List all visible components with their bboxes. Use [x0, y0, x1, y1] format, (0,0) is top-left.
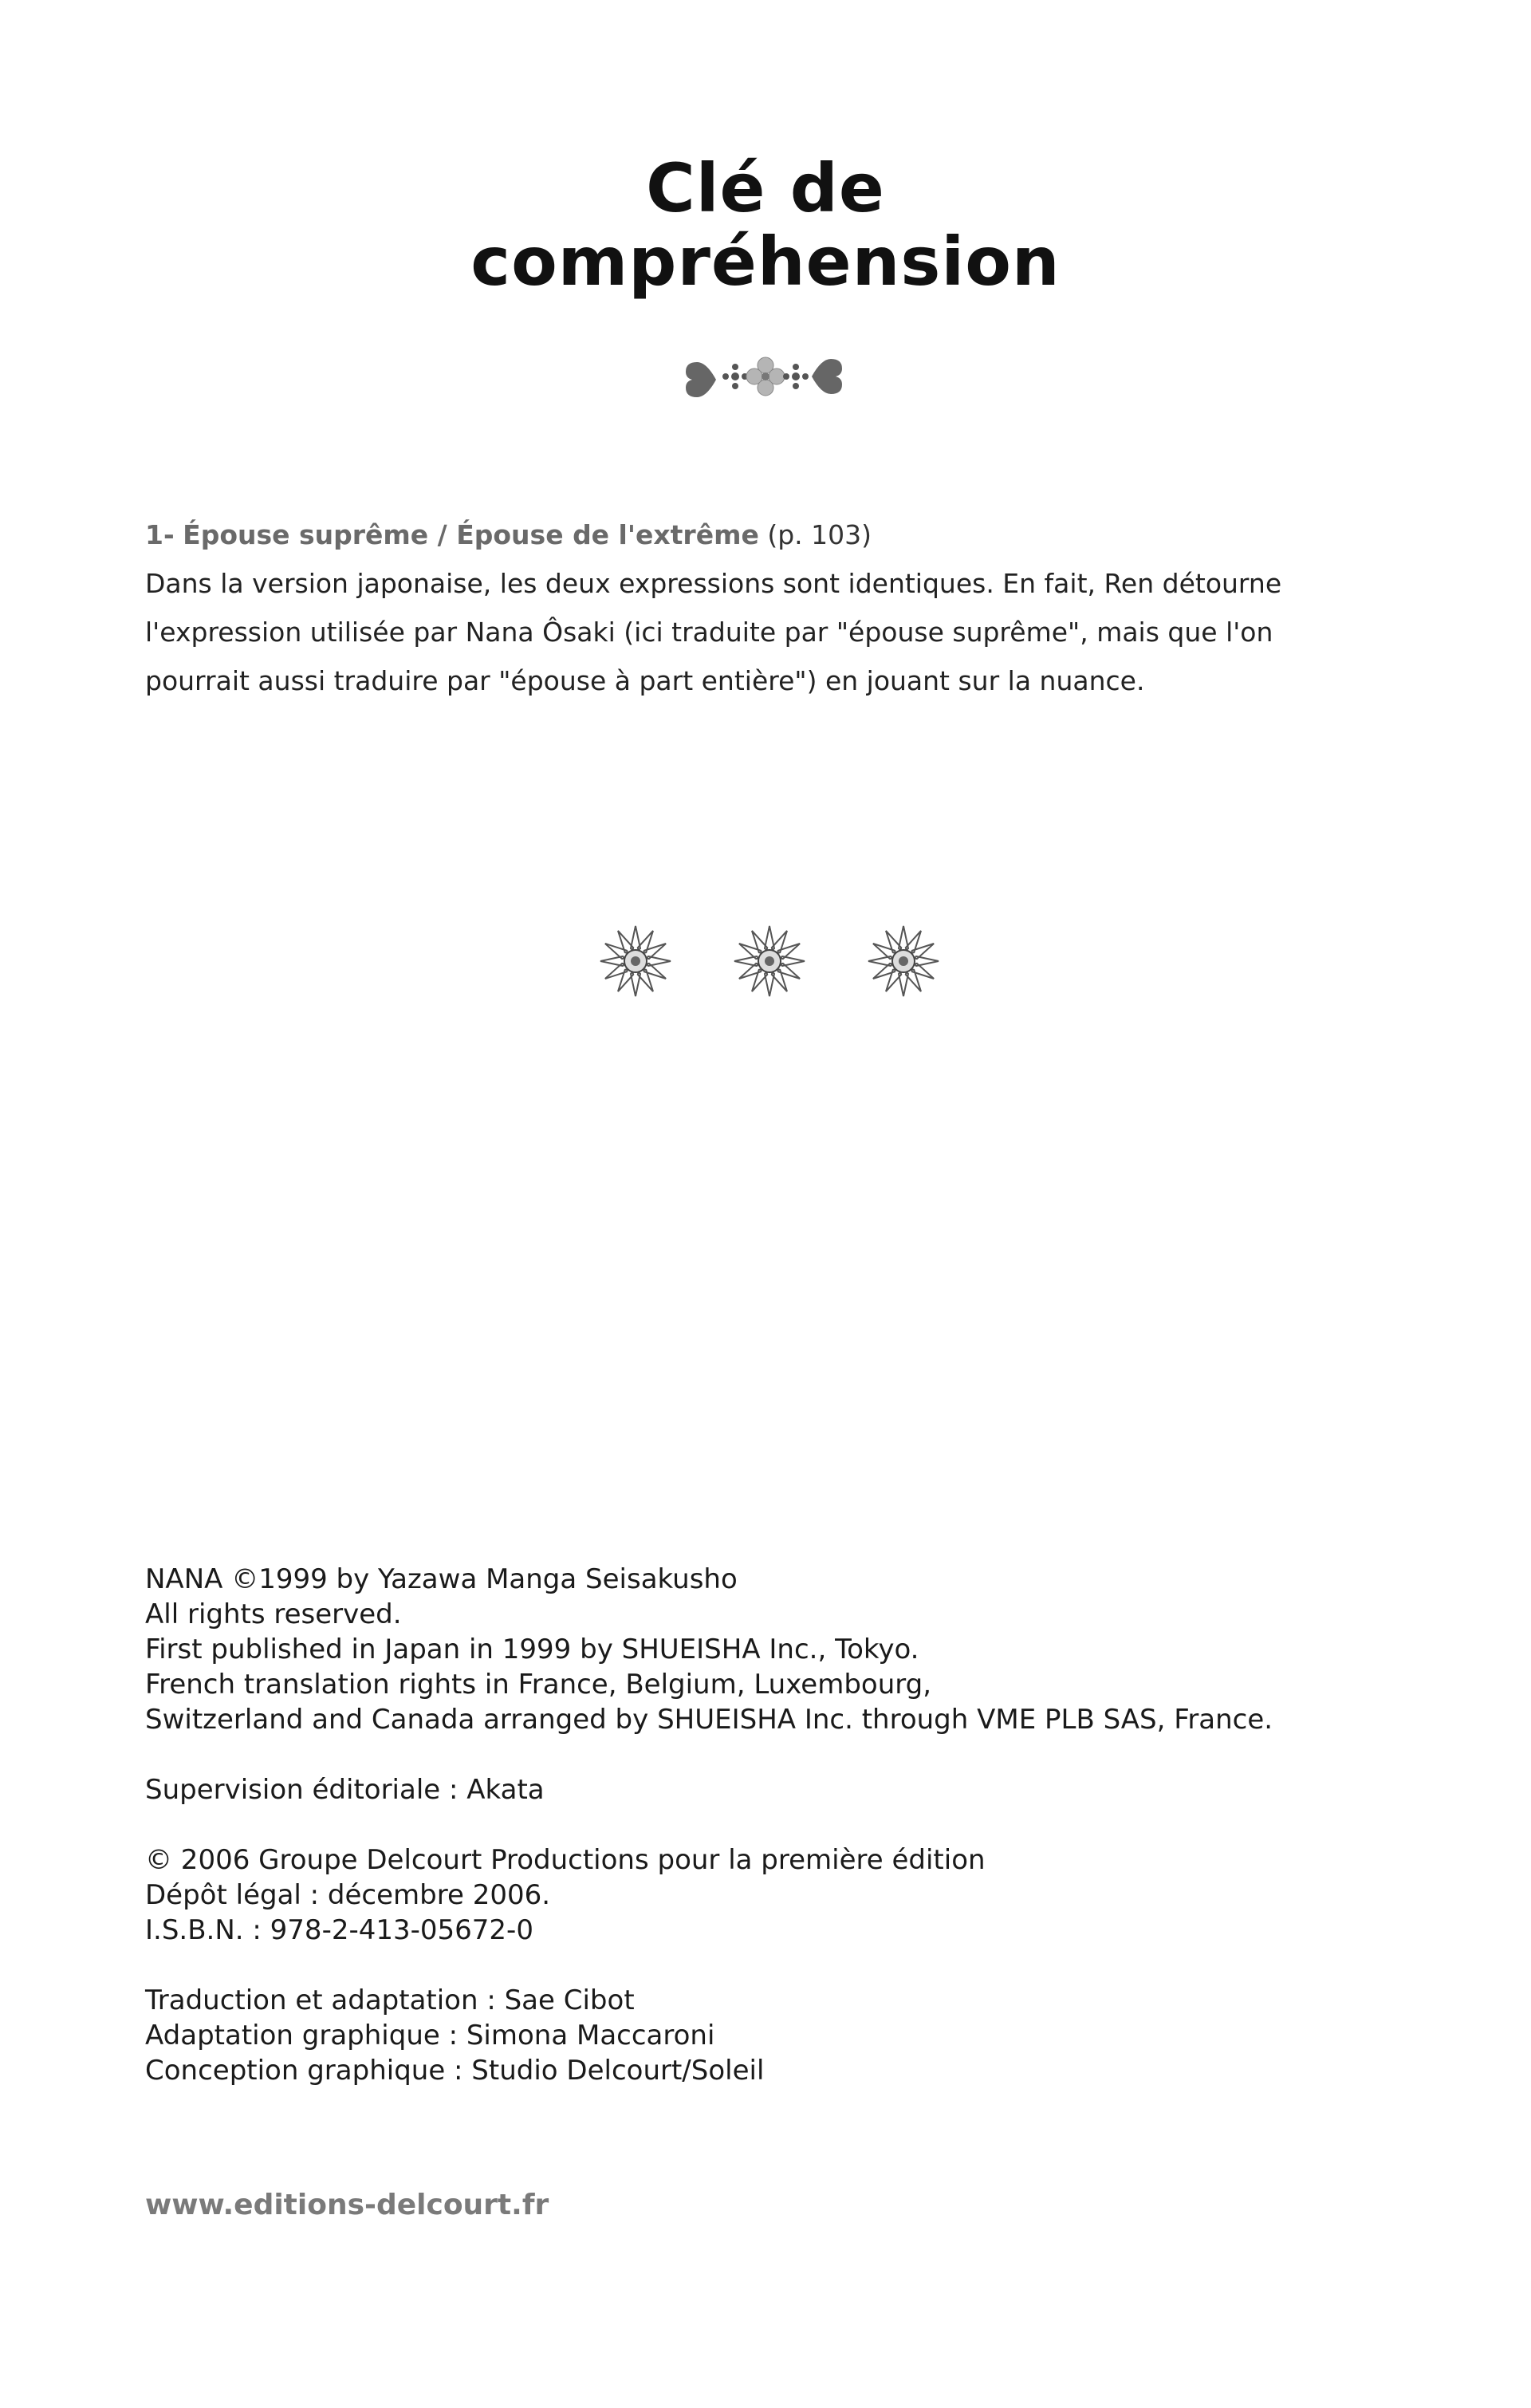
note-number: 1- — [145, 519, 175, 550]
credit-line: Adaptation graphique : Simona Maccaroni — [145, 2020, 715, 2051]
supervision-block — [145, 1772, 1421, 1807]
credit-line: NANA ©1999 by Yazawa Manga Seisakusho — [145, 1563, 738, 1595]
note-heading — [145, 510, 1405, 559]
edition-block — [145, 1842, 1421, 1948]
note-page-ref: (p. 103) — [767, 519, 872, 550]
sunflower-icon — [734, 926, 805, 996]
note-line: pourrait aussi traduire par "épouse à part entière") en jouant sur la nuance. — [145, 665, 1145, 696]
title-line-1: Clé de — [646, 149, 885, 227]
credit-line: All rights reserved. — [145, 1598, 402, 1630]
sunflower-icon — [868, 926, 939, 996]
credit-line: Conception graphique : Studio Delcourt/Soleil — [145, 2055, 765, 2087]
note-line: l'expression utilisée par Nana Ôsaki (ici traduite par "épouse suprême", mais que l'on — [145, 617, 1273, 648]
credit-line: First published in Japan in 1999 by SHUEISHA Inc., Tokyo. — [145, 1634, 919, 1665]
sunflower-icon — [600, 926, 671, 996]
copyright-block — [145, 1562, 1421, 1737]
credit-line: Dépôt légal : décembre 2006. — [145, 1879, 551, 1911]
comprehension-note — [145, 510, 1405, 705]
credit-line: I.S.B.N. : 978-2-413-05672-0 — [145, 1914, 533, 1946]
credit-line: Supervision éditoriale : Akata — [145, 1774, 545, 1806]
credit-line: Traduction et adaptation : Sae Cibot — [145, 1984, 635, 2016]
publisher-website-link[interactable]: www.editions-delcourt.fr — [145, 2189, 549, 2221]
note-heading-text: Épouse suprême / Épouse de l'extrême — [183, 519, 759, 550]
flower-divider — [594, 917, 945, 1005]
heart-flower-ornament-icon — [678, 348, 853, 405]
credit-line: Switzerland and Canada arranged by SHUEISHA Inc. through VME PLB SAS, France. — [145, 1704, 1273, 1736]
note-line: Dans la version japonaise, les deux expressions sont identiques. En fait, Ren détourne — [145, 568, 1282, 599]
credits-section — [145, 1562, 1421, 2123]
staff-block — [145, 1983, 1421, 2088]
credit-line: French translation rights in France, Belgium, Luxembourg, — [145, 1669, 932, 1701]
title-line-2: compréhension — [470, 223, 1061, 301]
credit-line: © 2006 Groupe Delcourt Productions pour la première édition — [145, 1844, 986, 1876]
page-title — [0, 149, 1531, 301]
